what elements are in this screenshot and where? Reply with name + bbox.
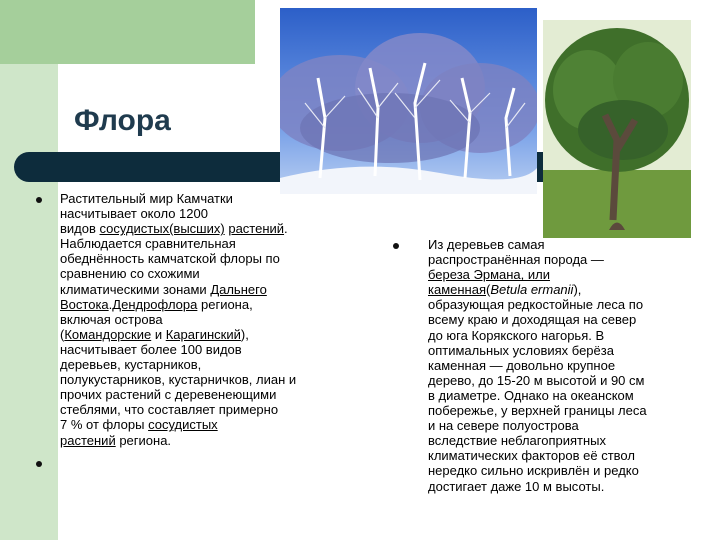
link-karaginsky[interactable]: Карагинский — [165, 326, 241, 342]
left-decorative-strip — [0, 0, 58, 540]
link-vascular-higher[interactable]: сосудистых(высших) — [99, 221, 225, 237]
link-vascular[interactable]: сосудистых — [148, 417, 218, 433]
link-vascular-plants[interactable]: растений — [60, 432, 116, 448]
bullet-2 — [393, 243, 399, 249]
top-decorative-block — [0, 0, 255, 64]
winter-birch-photo — [280, 8, 537, 194]
link-erman-birch[interactable]: береза Эрмана, или — [428, 267, 550, 283]
link-commander-islands[interactable]: Командорские — [64, 326, 152, 342]
birch-paragraph: Из деревьев самая распространённая порода — береза Эрмана, или каменная(Betula ermanii), образующая редкостойные леса по всему краю и доходящая на север до юга Корякского нагорья. В оптимальных условиях берёза каменная — довольно крупное дерево, до 15-20 м высотой и 90 см в диаметре. Однако на океанском побережье, у верхней границы леса и на севере полуострова вследствие неблагоприятных климатических факторов её ствол нередко сильно искривлён и редко достигает даже 10 м высоты. — [428, 237, 647, 494]
link-stone-birch[interactable]: каменная — [428, 282, 486, 298]
slide-title: Флора — [74, 104, 171, 137]
bullet-1 — [36, 197, 42, 203]
link-far-east-cont[interactable]: Востока — [60, 296, 109, 312]
link-far-east[interactable]: Дальнего — [210, 281, 267, 297]
flora-paragraph: Растительный мир Камчатки насчитывает около 1200 видов сосудистых(высших) растений. Наблюдается сравнительная обеднённость камчатской флоры по сравнению со схожими климатическими зонами Дальнего Востока.Дендрофлора региона, включая острова (Командорские и Карагинский), насчитывает более 100 видов деревьев, кустарников, полукустарников, кустарничков, лиан и прочих растений с деревенеющими стеблями, что составляет примерно 7 % от флоры сосудистых растений региона. — [60, 191, 297, 448]
link-dendroflora[interactable]: Дендрофлора — [112, 296, 198, 312]
summer-birch-photo — [543, 20, 691, 238]
link-plants[interactable]: растений — [228, 221, 285, 237]
bullet-empty — [36, 461, 42, 467]
